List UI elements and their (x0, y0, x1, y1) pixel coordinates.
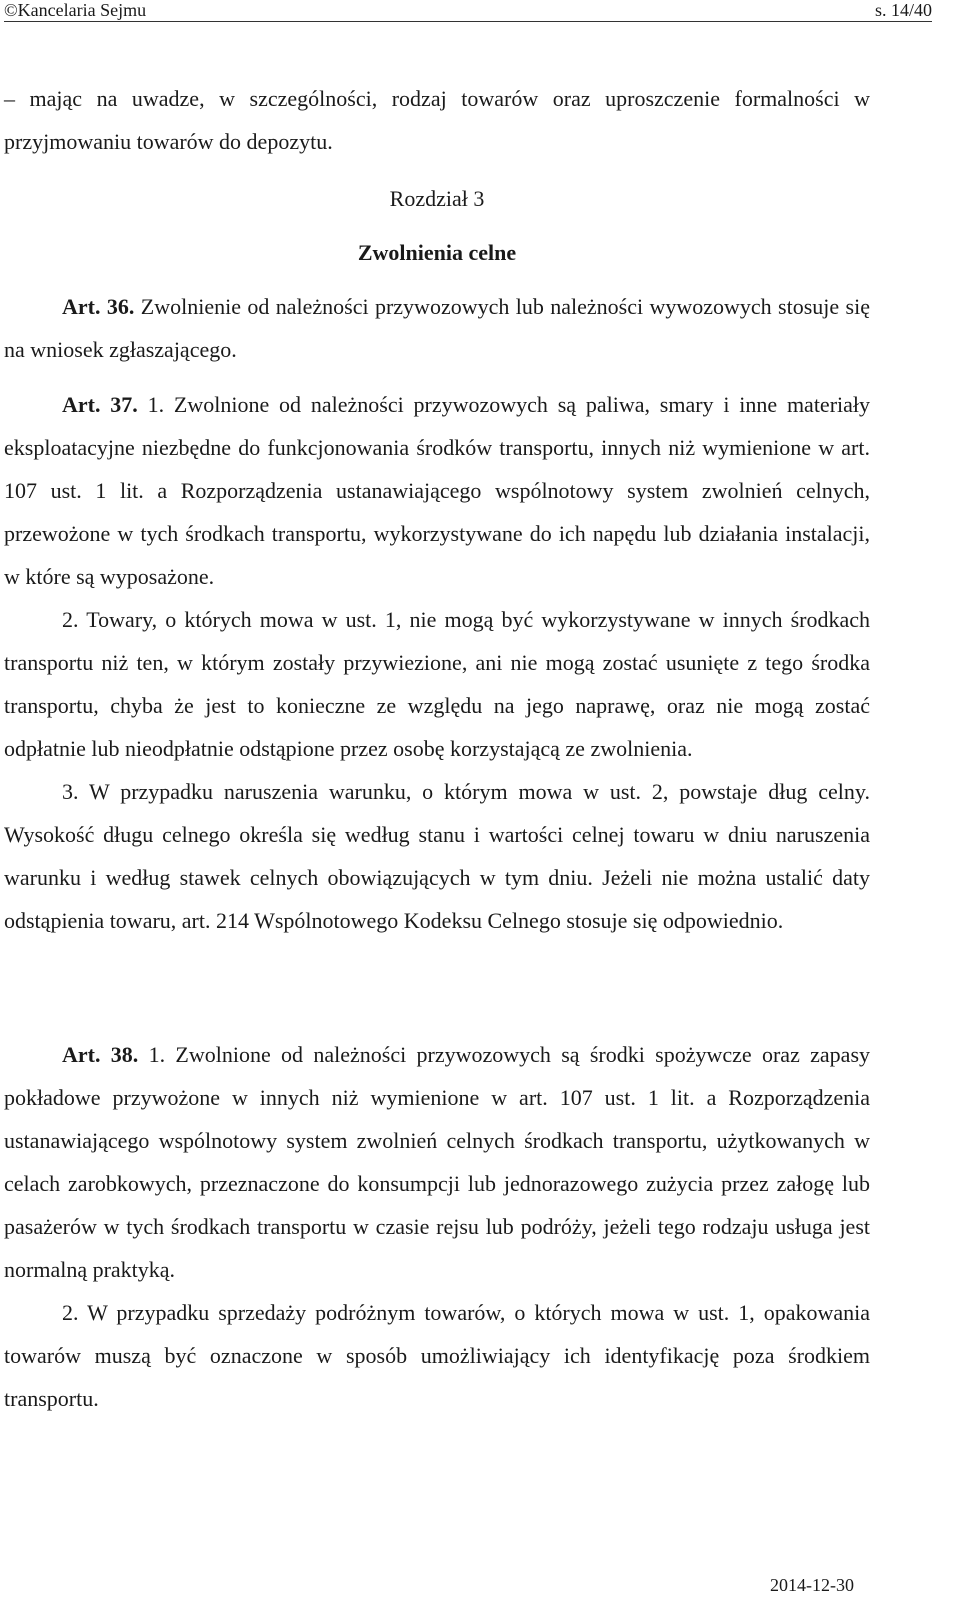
chapter-number-block (4, 177, 870, 220)
article-37-paragraph-2: 2. Towary, o których mowa w ust. 1, nie mogą być wykorzystywane w innych środkach transportu niż ten, w którym zostały przywiezione, ani nie mogą zostać usunięte z tego środka transportu, chyba że jest to konieczne ze względu na jego naprawę, oraz nie mogą zostać odpłatnie lub nieodpłatnie odstąpione przez osobę korzystającą ze zwolnienia. (4, 607, 870, 761)
chapter-title: Zwolnienia celne (357, 240, 517, 265)
article-38-p1-number: 1. (148, 1042, 166, 1067)
intro-block (4, 77, 870, 163)
header-divider (4, 21, 932, 22)
article-37-p1-number: 1. (147, 392, 165, 417)
article-36-text: Zwolnienie od należności przywozowych lub należności wywozowych stosuje się na wniosek zgłaszającego. (4, 294, 870, 362)
article-37-paragraph-3: 3. W przypadku naruszenia warunku, o którym mowa w ust. 2, powstaje dług celny. Wysokość długu celnego określa się według stanu i wartości celnej towaru w dniu naruszenia warunku i według stawek celnych obowiązujących w tym dniu. Jeżeli nie można ustalić daty odstąpienia towaru, art. 214 Wspólnotowego Kodeksu Celnego stosuje się odpowiednio. (4, 779, 870, 933)
article-36-paragraph (4, 285, 870, 371)
article-38 (4, 1033, 870, 1420)
publisher-label: ©Kancelaria Sejmu (4, 0, 147, 20)
page-number: s. 14/40 (874, 0, 932, 20)
article-36-label: Art. 36. (62, 294, 135, 319)
article-38-paragraph-1 (4, 1033, 870, 1291)
intro-paragraph: – mając na uwadze, w szczególności, rodzaj towarów oraz uproszczenie formalności w przyjmowaniu towarów do depozytu. (4, 86, 870, 154)
page-footer (770, 1574, 854, 1596)
article-37-paragraph-1 (4, 383, 870, 598)
article-38-paragraph-2: 2. W przypadku sprzedaży podróżnym towarów, o których mowa w ust. 1, opakowania towarów muszą być oznaczone w sposób umożliwiający ich identyfikację poza środkiem transportu. (4, 1300, 870, 1411)
chapter-title-block (4, 231, 870, 274)
article-37 (4, 383, 870, 942)
article-38-p1-text: Zwolnione od należności przywozowych są środki spożywcze oraz zapasy pokładowe przywożone w innych niż wymienione w art. 107 ust. 1 lit. a Rozporządzenia ustanawiającego wspólnotowy system zwolnień celnych środkach transportu, użytkowanych w celach zarobkowych, przeznaczone do konsumpcji lub jednorazowego zużycia przez załogę lub pasażerów w tych środkach transportu w czasie rejsu lub podróży, jeżeli tego rodzaju usługa jest normalną praktyką. (4, 1042, 870, 1282)
article-37-p1-text: Zwolnione od należności przywozowych są paliwa, smary i inne materiały eksploatacyjne niezbędne do funkcjonowania środków transportu, innych niż wymienione w art. 107 ust. 1 lit. a Rozporządzenia ustanawiającego wspólnotowy system zwolnień celnych, przewożone w tych środkach transportu, wykorzystywane do ich napędu lub działania instalacji, w które są wyposażone. (4, 392, 871, 589)
article-37-label: Art. 37. (62, 392, 138, 417)
chapter-number: Rozdział 3 (389, 186, 485, 211)
page-header (0, 0, 960, 22)
article-36 (4, 285, 870, 371)
footer-date: 2014-12-30 (770, 1575, 854, 1595)
article-38-label: Art. 38. (62, 1042, 139, 1067)
